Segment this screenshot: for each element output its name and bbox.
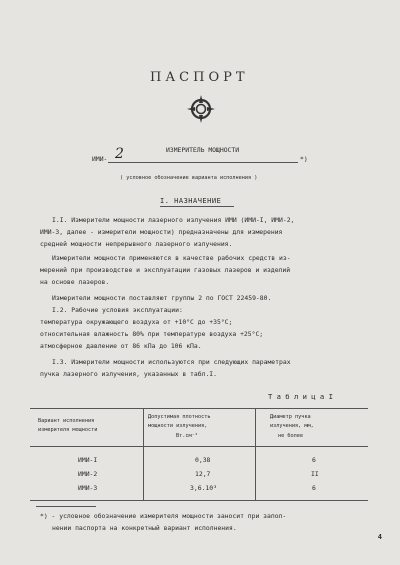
paragraph-line: относительная влажность 80% при температуре воздуха +25°С; bbox=[40, 330, 264, 338]
footnote-line: нении паспорта на конкретный вариант исполнения. bbox=[52, 524, 237, 532]
section-title: I. НАЗНАЧЕНИЕ bbox=[160, 197, 222, 205]
table-header-diameter: излучения, мм, bbox=[270, 423, 314, 429]
table-cell-variant: ИМИ-2 bbox=[78, 470, 98, 478]
table-header-variant: измерителя мощности bbox=[38, 427, 98, 433]
table-cell-diameter: 6 bbox=[312, 484, 316, 492]
section-title-underline bbox=[160, 206, 234, 207]
table-bottom-rule bbox=[30, 500, 368, 501]
table-header-density: Вт.см⁻² bbox=[176, 433, 198, 439]
table-header-diameter: не более bbox=[278, 433, 303, 439]
paragraph-line: пучка лазерного излучения, указанных в табл.I. bbox=[40, 370, 217, 378]
table-caption: Т а б л и ц а I bbox=[268, 392, 333, 401]
paragraph-line: ИМИ-3, далее - измерители мощности) предназначены для измерения bbox=[40, 228, 283, 236]
footnote-rule bbox=[36, 506, 96, 507]
table-column-divider bbox=[255, 408, 256, 500]
model-underline bbox=[108, 162, 298, 163]
table-header-rule bbox=[30, 446, 368, 447]
table-cell-density: 3,6.10³ bbox=[190, 484, 217, 492]
table-header-density: Допустимая плотность bbox=[148, 414, 211, 420]
paragraph-line: Измерители мощности применяются в качестве рабочих средств из- bbox=[52, 254, 291, 262]
model-footnote-mark: *) bbox=[300, 155, 308, 163]
table-header-diameter: Диаметр пучка bbox=[270, 414, 311, 420]
table-cell-diameter: 6 bbox=[312, 456, 316, 464]
model-prefix: ИМИ- bbox=[92, 155, 108, 163]
paragraph-line: средней мощности непрерывного лазерного излучения. bbox=[40, 240, 233, 248]
table-cell-density: 12,7 bbox=[195, 470, 211, 478]
page-number: 4 bbox=[377, 533, 382, 541]
paragraph-line: атмосферное давление от 86 кПа до 106 кПа. bbox=[40, 342, 202, 350]
emblem-logo bbox=[186, 94, 216, 124]
table-cell-variant: ИМИ-3 bbox=[78, 484, 98, 492]
paragraph-line: температура окружающего воздуха от +10°С до +35°С; bbox=[40, 318, 233, 326]
paragraph-line: I.2. Рабочие условия эксплуатации: bbox=[52, 306, 183, 314]
paragraph-line: I.3. Измерители мощности используются при следующих параметрах bbox=[52, 358, 291, 366]
table-cell-variant: ИМИ-I bbox=[78, 456, 98, 464]
table-header-variant: Вариант исполнения bbox=[38, 418, 95, 424]
device-label: ИЗМЕРИТЕЛЬ МОЩНОСТИ bbox=[166, 146, 240, 154]
table-header-density: мощности излучения, bbox=[148, 423, 208, 429]
model-handwritten-number: 2 bbox=[115, 146, 124, 162]
paragraph-line: Измерители мощности поставляют группы 2 по ГОСТ 22459-80. bbox=[52, 294, 272, 302]
table-cell-diameter: II bbox=[311, 470, 319, 478]
paragraph-line: мерений при производстве и эксплуатации газовых лазеров и изделий bbox=[40, 266, 291, 274]
footnote-line: *) - условное обозначение измерителя мощности заносит при запол- bbox=[40, 512, 287, 520]
designation-note: ( условное обозначение варианта исполнения ) bbox=[120, 175, 258, 181]
table-column-divider bbox=[143, 408, 144, 500]
document-title: ПАСПОРТ bbox=[150, 70, 249, 85]
table-top-rule bbox=[30, 408, 368, 409]
paragraph-line: I.I. Измерители мощности лазерного излучения ИМИ (ИМИ-I, ИМИ-2, bbox=[52, 216, 295, 224]
table-cell-density: 0,38 bbox=[195, 456, 211, 464]
paragraph-line: на основе лазеров. bbox=[40, 278, 110, 286]
